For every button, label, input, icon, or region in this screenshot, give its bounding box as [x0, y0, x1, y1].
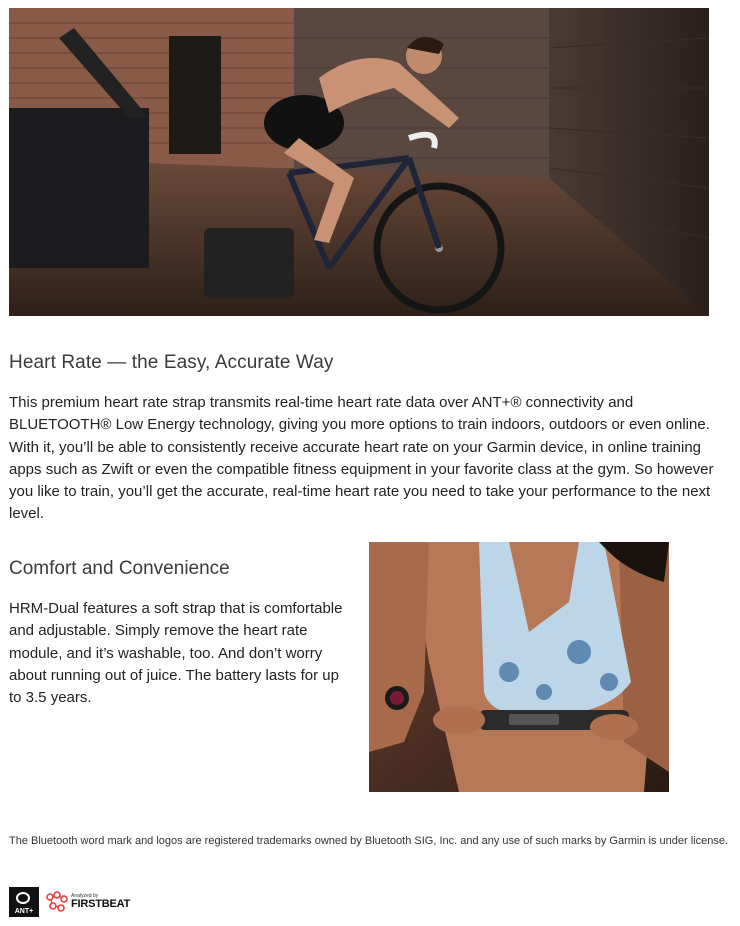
firstbeat-wordmark: FIRSTBEAT: [71, 898, 131, 910]
firstbeat-mark-icon: [45, 891, 69, 913]
comfort-description: HRM-Dual features a soft strap that is comfortable and adjustable. Simply remove the heart rate module, and it’s washable, too. And don’t worry about running out of juice. The battery lasts for up to 3.5 years.: [9, 600, 343, 707]
bluetooth-trademark-footnote: The Bluetooth word mark and logos are registered trademarks owned by Bluetooth SIG, Inc. and any use of such marks by Garmin is under license.: [9, 835, 729, 847]
heart-rate-heading: Heart Rate — the Easy, Accurate Way: [9, 352, 334, 373]
ant-plus-logo: [9, 887, 39, 917]
heart-rate-description: This premium heart rate strap transmits real-time heart rate data over ANT+® connectivity and BLUETOOTH® Low Energy technology, giving you more options to train indoors, outdoors or even online. With it, you’ll be able to consistently receive accurate heart rate on your Garmin device, in online training apps such as Zwift or even the compatible fitness equipment in your favorite class at the gym. So however you like to train, you’ll get the accurate, real-time heart rate you need to take your performance to the next level.: [9, 394, 714, 523]
partner-logos: [9, 886, 130, 918]
firstbeat-tagline: Analyzed by: [71, 893, 99, 899]
comfort-heading: Comfort and Convenience: [9, 558, 230, 579]
firstbeat-logo: [45, 891, 130, 913]
strap-wearer-image: [369, 542, 669, 792]
ant-plus-logo-text: ANT+: [14, 908, 34, 915]
ant-plus-mark-icon: [16, 892, 30, 904]
hero-cyclist-image: [9, 8, 709, 316]
